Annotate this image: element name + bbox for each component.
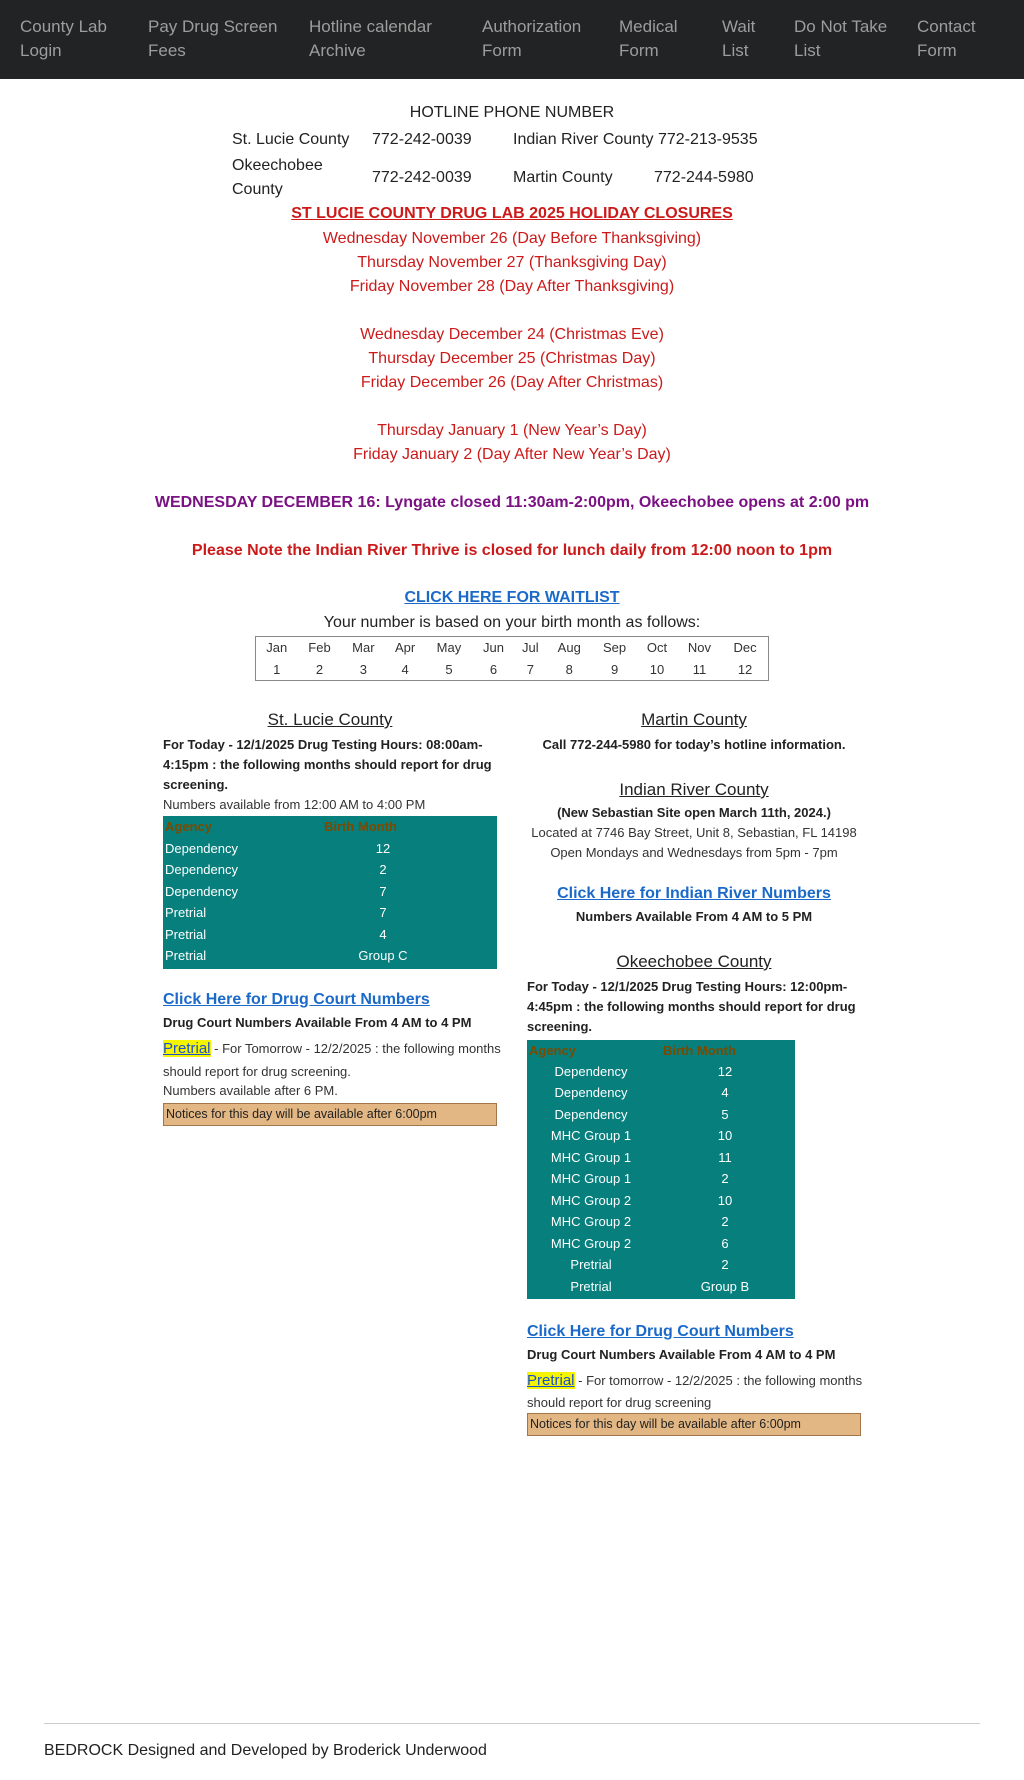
pretrial-highlight: Pretrial (163, 1040, 211, 1057)
hotline-indian-river: Indian River County 772-213-9535 (513, 131, 758, 148)
indian-river-numbers-link[interactable]: Click Here for Indian River Numbers (557, 885, 831, 902)
indian-river-hours: Open Mondays and Wednesdays from 5pm - 7pm (550, 845, 838, 860)
okeechobee-tomorrow-text: - For tomorrow - 12/2/2025 : the following months (574, 1373, 863, 1388)
nav-label-line2: Form (482, 41, 522, 60)
indian-river-new-site: (New Sebastian Site open March 11th, 2024.) (557, 805, 831, 820)
agency-cell: Dependency (165, 884, 238, 899)
month-cell: Apr (394, 640, 416, 656)
month-cell: Aug (557, 640, 581, 656)
holiday-line: Friday January 2 (Day After New Year’s Day) (353, 446, 671, 463)
st-lucie-heading: St. Lucie County (267, 710, 393, 729)
hotline-title: HOTLINE PHONE NUMBER (409, 104, 615, 121)
agency-cell: Pretrial (570, 1279, 612, 1294)
month-cell: 12 (717, 1064, 733, 1079)
month-cell: Group C (358, 948, 408, 963)
st-lucie-tomorrow-line-2: should report for drug screening. (163, 1064, 351, 1079)
martin-call-info: Call 772-244-5980 for today’s hotline information. (542, 737, 846, 752)
month-cell: 10 (717, 1128, 733, 1143)
okeechobee-today-line: For Today - 12/1/2025 Drug Testing Hours: 12:00pm- (527, 979, 848, 994)
agency-cell: MHC Group 2 (550, 1236, 632, 1251)
month-cell: 2 (721, 1171, 729, 1186)
month-number-cell: 6 (489, 661, 498, 677)
st-lucie-tomorrow-text: - For Tomorrow - 12/2/2025 : the following months (210, 1041, 501, 1056)
okeechobee-today-line: screening. (527, 1019, 593, 1034)
nav-medical-form[interactable] (619, 15, 678, 63)
month-cell: 4 (721, 1085, 729, 1100)
okeechobee-tomorrow-line (527, 1371, 862, 1390)
month-number-cell: 4 (401, 661, 409, 677)
okeechobee-tomorrow-line-2: should report for drug screening (527, 1395, 712, 1410)
month-number-cell: 11 (692, 661, 707, 677)
month-cell: 6 (721, 1236, 729, 1251)
nav-label-line1: Hotline calendar (309, 17, 432, 36)
month-cell: Sep (602, 640, 627, 656)
month-cell: Oct (646, 640, 668, 656)
agency-cell: MHC Group 2 (550, 1214, 632, 1229)
holiday-line: Friday November 28 (Day After Thanksgiving) (349, 278, 675, 295)
month-number-cell: 3 (359, 661, 367, 677)
top-navbar (0, 0, 1024, 79)
agency-cell: Pretrial (165, 948, 207, 963)
month-cell: 2 (721, 1214, 729, 1229)
nav-contact-form[interactable] (917, 15, 976, 63)
month-number-cell: 9 (610, 661, 619, 677)
indian-river-lunch-notice: Please Note the Indian River Thrive is closed for lunch daily from 12:00 noon to 1pm (191, 542, 833, 559)
month-row (256, 637, 769, 659)
agency-cell: Pretrial (165, 927, 207, 942)
month-cell: 5 (721, 1107, 729, 1122)
waitlist-birth-month-note: Your number is based on your birth month as follows: (323, 614, 701, 631)
nav-pay-drug-screen-fees[interactable] (148, 15, 277, 63)
month-number-row (256, 659, 769, 681)
nav-label-line2: Form (917, 41, 957, 60)
hotline-martin-label: Martin County (513, 169, 613, 186)
st-lucie-numbers-available: Numbers available from 12:00 AM to 4:00 PM (163, 797, 426, 812)
month-cell: Mar (352, 640, 375, 656)
month-cell: Dec (733, 640, 757, 656)
agency-cell: Pretrial (570, 1257, 612, 1272)
month-number-cell: 7 (526, 661, 534, 677)
agency-cell: Dependency (165, 841, 238, 856)
okeechobee-schedule-table (527, 1040, 795, 1299)
month-cell: 12 (375, 841, 391, 856)
month-cell: Nov (687, 640, 712, 656)
nav-hotline-calendar-archive[interactable] (309, 15, 432, 63)
st-lucie-drug-court-availability: Drug Court Numbers Available From 4 AM to 4 PM (163, 1015, 472, 1030)
st-lucie-drug-court-link[interactable]: Click Here for Drug Court Numbers (163, 991, 430, 1008)
nav-label-line2: List (794, 41, 821, 60)
month-cell: Jun (483, 640, 504, 656)
nav-wait-list[interactable] (722, 15, 755, 63)
holiday-line: Thursday December 25 (Christmas Day) (368, 350, 656, 367)
nav-label-line1: Medical (619, 17, 678, 36)
holiday-closures-title: ST LUCIE COUNTY DRUG LAB 2025 HOLIDAY CLOSURES (291, 205, 733, 222)
month-number-cell: 12 (737, 661, 753, 677)
agency-cell: MHC Group 1 (550, 1150, 632, 1165)
nav-county-lab-login[interactable] (20, 15, 107, 63)
nav-label-line2: Login (20, 41, 62, 60)
hotline-okeechobee-label-2: County (232, 181, 283, 198)
footer-credit: BEDROCK Designed and Developed by Broderick Underwood (44, 1742, 487, 1759)
okeechobee-notice-box: Notices for this day will be available after 6:00pm (527, 1413, 861, 1436)
nav-authorization-form[interactable] (482, 15, 581, 63)
okeechobee-today-line: 4:45pm : the following months should report for drug (527, 999, 856, 1014)
holiday-line: Wednesday November 26 (Day Before Thanksgiving) (322, 230, 702, 247)
okeechobee-drug-court-link[interactable]: Click Here for Drug Court Numbers (527, 1323, 794, 1340)
nav-label-line1: Contact (917, 17, 976, 36)
st-lucie-today-line: For Today - 12/1/2025 Drug Testing Hours: 08:00am- (163, 737, 483, 752)
month-cell: 2 (379, 862, 387, 877)
month-cell: Feb (308, 640, 331, 656)
lyngate-closure-notice: WEDNESDAY DECEMBER 16: Lyngate closed 11:30am-2:00pm, Okeechobee opens at 2:00 pm (154, 494, 870, 511)
st-lucie-today-line: screening. (163, 777, 229, 792)
month-number-cell: 2 (315, 661, 324, 677)
agency-cell: Dependency (554, 1085, 628, 1100)
agency-cell: Dependency (554, 1064, 628, 1079)
month-cell: Group B (700, 1279, 750, 1294)
agency-cell: Dependency (165, 862, 238, 877)
month-cell: May (436, 640, 462, 656)
hotline-st-lucie-phone: 772-242-0039 (372, 131, 472, 148)
holiday-line: Wednesday December 24 (Christmas Eve) (360, 326, 664, 343)
month-cell: 2 (721, 1257, 729, 1272)
month-cell: 7 (379, 884, 387, 899)
nav-label-line2: Archive (309, 41, 366, 60)
birth-month-table (255, 636, 769, 681)
hotline-martin-phone: 772-244-5980 (654, 169, 754, 186)
nav-label-line1: Authorization (482, 17, 582, 36)
okeechobee-drug-court-availability: Drug Court Numbers Available From 4 AM to 4 PM (527, 1347, 836, 1362)
hotline-okeechobee-phone: 772-242-0039 (372, 169, 472, 186)
indian-river-numbers-availability: Numbers Available From 4 AM to 5 PM (575, 909, 813, 924)
indian-river-heading: Indian River County (619, 780, 769, 799)
st-lucie-notice-box: Notices for this day will be available after 6:00pm (163, 1103, 497, 1126)
col-header-agency: Agency (165, 819, 212, 834)
col-header-birth-month: Birth Month (663, 1043, 736, 1058)
agency-cell: MHC Group 2 (550, 1193, 632, 1208)
waitlist-link[interactable] (0, 589, 1024, 607)
col-header-agency: Agency (529, 1043, 576, 1058)
month-number-cell: 10 (649, 661, 665, 677)
hotline-st-lucie-label: St. Lucie County (232, 131, 350, 148)
nav-label-line1: Wait (722, 17, 756, 36)
month-cell: 10 (717, 1193, 733, 1208)
holiday-line: Thursday January 1 (New Year’s Day) (377, 422, 647, 439)
st-lucie-schedule-table (163, 816, 497, 969)
agency-cell: MHC Group 1 (550, 1128, 632, 1143)
hotline-okeechobee-label-1: Okeechobee (232, 157, 323, 174)
nav-label-line1: Pay Drug Screen (148, 17, 278, 36)
agency-cell: Dependency (554, 1107, 628, 1122)
pretrial-highlight: Pretrial (527, 1372, 575, 1389)
agency-cell: MHC Group 1 (550, 1171, 632, 1186)
nav-label-line2: Form (619, 41, 659, 60)
month-cell: Jul (522, 640, 539, 656)
holiday-line: Friday December 26 (Day After Christmas) (360, 374, 664, 391)
waitlist-link-label[interactable]: CLICK HERE FOR WAITLIST (404, 589, 620, 606)
agency-cell: Pretrial (165, 905, 207, 920)
okeechobee-heading: Okeechobee County (616, 952, 772, 971)
month-number-cell: 8 (565, 661, 573, 677)
nav-label-line1: County Lab (20, 17, 107, 36)
st-lucie-tomorrow-line (163, 1039, 501, 1058)
nav-label-line2: List (722, 41, 749, 60)
nav-label-line2: Fees (148, 41, 186, 60)
st-lucie-numbers-after-6: Numbers available after 6 PM. (163, 1083, 338, 1098)
month-cell: 4 (379, 927, 387, 942)
nav-label-line1: Do Not Take (794, 17, 888, 36)
st-lucie-today-line: 4:15pm : the following months should report for drug (163, 757, 492, 772)
month-cell: Jan (266, 640, 288, 656)
martin-heading: Martin County (641, 710, 747, 729)
month-cell: 11 (718, 1150, 732, 1165)
holiday-line: Thursday November 27 (Thanksgiving Day) (357, 254, 667, 271)
col-header-birth-month: Birth Month (324, 819, 397, 834)
month-number-cell: 5 (445, 661, 453, 677)
nav-do-not-take-list[interactable] (794, 15, 887, 63)
month-cell: 7 (379, 905, 387, 920)
indian-river-location: Located at 7746 Bay Street, Unit 8, Sebastian, FL 14198 (531, 825, 857, 840)
month-number-cell: 1 (273, 661, 281, 677)
footer-divider (44, 1723, 980, 1724)
